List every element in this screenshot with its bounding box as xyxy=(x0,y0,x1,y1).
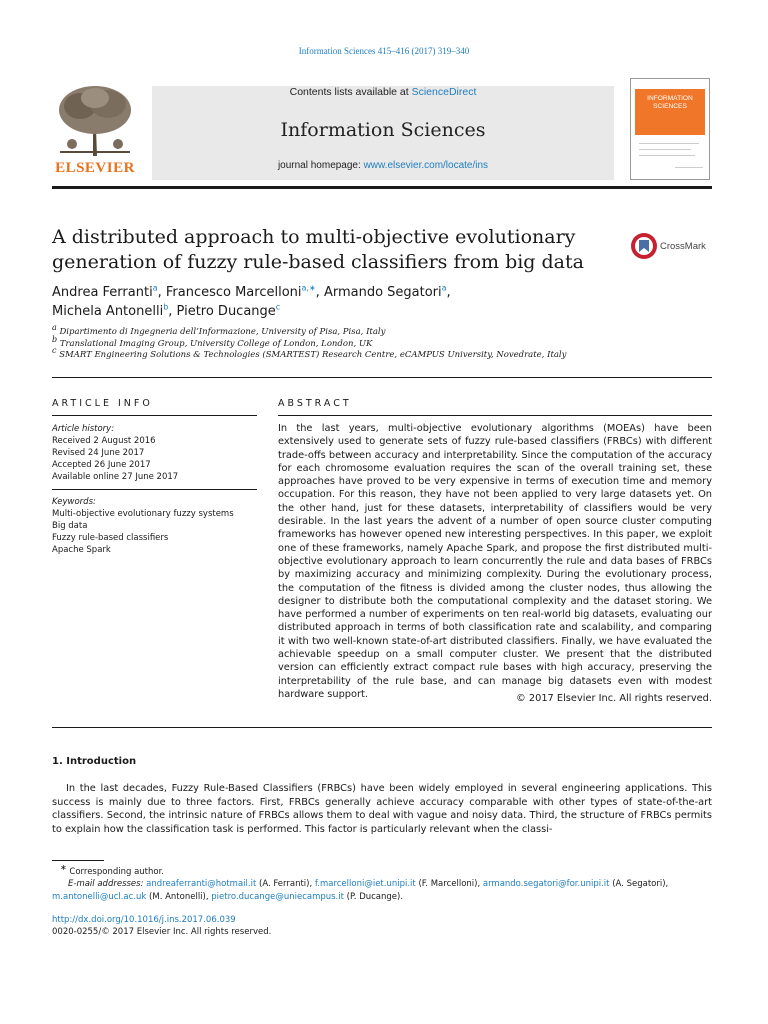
crossmark-icon xyxy=(630,232,658,260)
abstract-text: In the last years, multi-objective evolutionary algorithms (MOEAs) have been extensively used to generate sets of fuzzy rule-based classifiers (FRBCs) with different trade-offs between accuracy and interpretability. Since the computation of the accuracy for each chromosome evaluation requires the scan of the overall training set, these approaches have proved to be very expensive in terms of execution time and memory occupation. For this reason, they have not been applied to very large datasets yet. On the other hand, just for these datasets, interpretability of classifiers would be very desirable. In the last years the advent of a number of open source cluster computing frameworks has however opened new interesting perspectives. In this paper, we exploit one of these frameworks, namely Apache Spark, and propose the first distributed multi-objective evolutionary approach to learn concurrently the rule and data bases of FRBCs by maximizing accuracy and minimizing complexity. During the evolutionary process, the computation of the fitness is divided among the cluster nodes, thus allowing the designer to distribute both the computational complexity and the dataset storing. We have performed a number of experiments on ten real-world big datasets, evaluating our distributed approach in terms of both classification rate and scalability, and comparing it with two well-known state-of-art distributed classifiers. Finally, we have evaluated the achievable speedup on a small computer cluster. We present that the distributed version can efficiently extract compact rule bases with high accuracy, preserving the interpretability of the rule base, and can manage big datasets even with modest hardware support. xyxy=(278,423,712,700)
divider xyxy=(278,415,712,416)
footnote-divider xyxy=(52,860,104,861)
abstract-heading: ABSTRACT xyxy=(278,398,352,409)
history-item: Received 2 August 2016 xyxy=(52,436,156,446)
intro-paragraph: In the last decades, Fuzzy Rule-Based Classifiers (FRBCs) have been widely employed in several engineering applications. This success is mainly due to three factors. First, FRBCs generally achieve accuracy comparable with other types of state-of-the-art classifiers. Second, the intrinsic nature of FRBCs allows them to deal with vague and noisy data. Third, the structure of FRBCs permits to explain how the classification task is performed. This factor is particularly relevant when the classi- xyxy=(52,783,712,836)
keyword: Big data xyxy=(52,521,88,531)
keyword: Multi-objective evolutionary fuzzy systems xyxy=(52,509,234,519)
doi-block xyxy=(52,914,452,938)
paper-title: A distributed approach to multi-objective evolutionary generation of fuzzy rule-based classifiers from big data xyxy=(52,226,584,273)
corresponding-note: ∗ Corresponding author. xyxy=(60,863,165,877)
affiliation: $^c$ SMART Engineering Solutions & Technologies (SMARTEST) Research Centre, eCAMPUS University, Novedrate, Italy xyxy=(52,346,567,360)
history-item: Revised 24 June 2017 xyxy=(52,448,145,458)
elsevier-logo xyxy=(50,82,140,178)
author[interactable]: Armando Segatori$^a$ xyxy=(323,283,447,300)
author[interactable]: Michela Antonelli$^b$ xyxy=(52,302,169,319)
email-link[interactable]: f.marcelloni@iet.unipi.it xyxy=(314,879,416,890)
sciencedirect-link[interactable]: ScienceDirect xyxy=(411,86,477,98)
keyword: Apache Spark xyxy=(52,545,111,555)
email-note: E-mail addresses: andreaferranti@hotmail.it (A. Ferranti), f.marcelloni@iet.unipi.it (F. Marcelloni), armando.segatori@for.unipi.it (A. Segatori), xyxy=(68,879,669,890)
journal-citation[interactable]: Information Sciences 415–416 (2017) 319–340 xyxy=(298,46,470,56)
issn-line: 0020-0255/© 2017 Elsevier Inc. All rights reserved. xyxy=(52,927,272,937)
affiliation: $^b$ Translational Imaging Group, University College of London, London, UK xyxy=(52,334,373,349)
email-link[interactable]: m.antonelli@ucl.ac.uk xyxy=(52,891,147,902)
email-link[interactable]: armando.segatori@for.unipi.it xyxy=(482,879,610,890)
divider xyxy=(52,415,257,416)
publisher-name: ELSEVIER xyxy=(55,160,135,176)
email-note: m.antonelli@ucl.ac.uk (M. Antonelli), pietro.ducange@uniecampus.it (P. Ducange). xyxy=(52,891,404,902)
homepage-line: journal homepage: www.elsevier.com/locate/ins xyxy=(277,160,489,171)
crossmark-label: CrossMark xyxy=(660,240,706,252)
article-info-heading: ARTICLE INFO xyxy=(52,398,153,409)
journal-header xyxy=(152,86,614,180)
abstract-copyright: © 2017 Elsevier Inc. All rights reserved. xyxy=(515,693,712,704)
crossmark-button[interactable] xyxy=(630,232,714,260)
keywords-label: Keywords: xyxy=(52,497,96,507)
history-item: Available online 27 June 2017 xyxy=(52,472,179,482)
cover-title: INFORMATION SCIENCES xyxy=(635,89,705,135)
article-info xyxy=(52,423,252,556)
history-label: Article history: xyxy=(52,424,115,434)
author[interactable]: Francesco Marcelloni$^{a,∗}$ xyxy=(165,283,316,300)
author-list: Andrea Ferranti$^a$, Francesco Marcelloni$^{a,∗}$, Armando Segatori$^a$, Michela Antonelli$^b$, Pietro Ducange$^c$ xyxy=(52,283,451,319)
contents-line: Contents lists available at ScienceDirect xyxy=(289,86,477,98)
footnotes xyxy=(52,863,712,903)
email-link[interactable]: andreaferranti@hotmail.it xyxy=(146,879,257,890)
divider xyxy=(52,377,712,378)
author[interactable]: Andrea Ferranti$^a$ xyxy=(52,283,158,300)
affiliations xyxy=(52,323,712,362)
homepage-link[interactable]: www.elsevier.com/locate/ins xyxy=(363,160,489,171)
history-item: Accepted 26 June 2017 xyxy=(52,460,151,470)
divider xyxy=(52,489,257,490)
author[interactable]: Pietro Ducange$^c$ xyxy=(176,302,281,319)
keyword: Fuzzy rule-based classifiers xyxy=(52,533,169,543)
section-heading: 1. Introduction xyxy=(52,756,137,767)
doi-link[interactable]: http://dx.doi.org/10.1016/j.ins.2017.06.039 xyxy=(52,915,236,925)
affiliation: $^a$ Dipartimento di Ingegneria dell’Informazione, University of Pisa, Pisa, Italy xyxy=(52,323,386,337)
email-link[interactable]: pietro.ducange@uniecampus.it xyxy=(211,891,344,902)
divider xyxy=(52,727,712,728)
journal-title: Information Sciences xyxy=(280,119,486,141)
elsevier-tree-icon xyxy=(50,82,140,158)
journal-cover-image[interactable] xyxy=(630,78,710,180)
header-divider xyxy=(52,186,712,189)
